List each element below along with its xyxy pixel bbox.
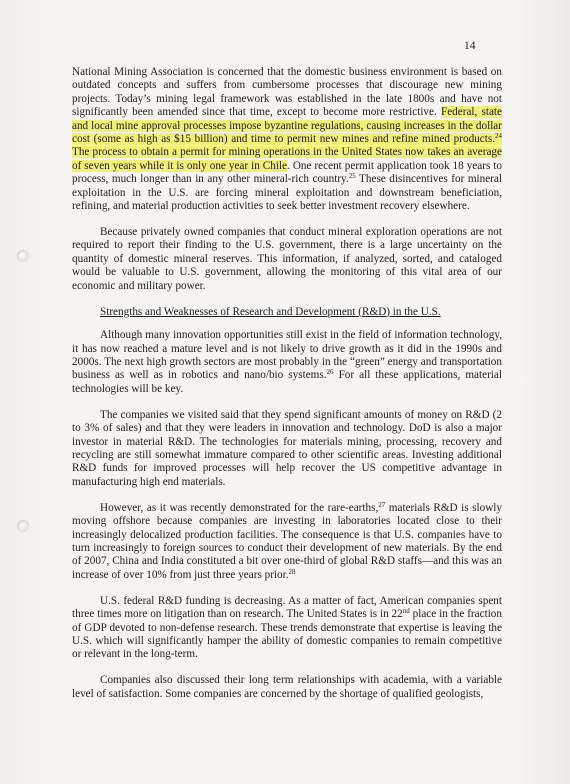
text-span: . One recent permit application took 18 years to process, much longer than in any other mineral-rich country. (72, 159, 502, 186)
paragraph-federal-funding (72, 595, 502, 662)
text-span: Federal, state and local mine approval processes impose byzantine regulations, causing increases in the dollar cost (some as high as $15 billion) and time to permit new mines and refine mined products. (72, 106, 502, 146)
text-span: The process to obtain a permit for mining operations in the United States now takes an average of seven years while it is only one year in Chile (72, 146, 502, 172)
footnote-ref: 24 (495, 132, 502, 141)
footnote-ref: 26 (326, 368, 334, 377)
ordinal-suffix: nd (402, 607, 410, 616)
footnote-ref: 28 (288, 567, 296, 576)
paragraph-offshore (72, 502, 502, 582)
footnote-ref: 25 (348, 172, 356, 181)
section-heading: Strengths and Weaknesses of Research and Development (R&D) in the U.S. (100, 305, 441, 318)
paragraph-innovation (72, 329, 502, 396)
text-span: These disincentives for mineral exploitation in the U.S. are forcing mineral exploitation and downstream beneficiation, refining, and material production activities to seek better investment recovery elsewhere. (72, 173, 503, 213)
footnote-ref: 27 (378, 500, 386, 509)
text-span: For all these applications, material technologies will be key. (72, 369, 502, 395)
text-span: materials R&D is slowly moving offshore because companies are investing in laboratories located close to their increasingly delocalized production facilities. The consequence is that U.S. companies have to turn increasingly to foreign sources to conduct their development of new materials. By the end of 2007, China and India constituted a bit over one-third of global R&D staffs—and this was an increase of over 10% from just three years prior. (72, 501, 502, 581)
text-span: Although many innovation opportunities still exist in the field of information technology, it has now reached a mature level and is not likely to drive growth as it did in the 1990s and 2000s. The next high growth sectors are most probably in the “green” energy and transportation business as well as in robotics and nano/bio systems. (72, 329, 502, 382)
paragraph-company-rd: The companies we visited said that they spend significant amounts of money on R&D (2 to 3% of sales) and that they were leaders in innovation and technology. DoD is also a major investor in material R&D. The technologies for materials mining, processing, recovery and recycling are still somewhat immature compared to other scientific areas. Investing additional R&D funds for improved processes will help recover the US competitive advantage in manufacturing high end materials. (72, 408, 502, 488)
paragraph-reserves: Because privately owned companies that conduct mineral exploration operations are not required to report their finding to the U.S. government, there is a large uncertainty on the quantity of domestic mineral reserves. This information, if analyzed, sorted, and cataloged would be valuable to U.S. government, allowing the monitoring of this vital area of our economic and military power. (72, 226, 502, 292)
punch-hole (17, 520, 29, 532)
paragraph-mining-regulation (72, 66, 502, 213)
text-span: National Mining Association is concerned that the domestic business environment is based on outdated concepts and suffers from cumbersome processes that discourage new mining projects. Today’s mining legal framework was established in the late 1800s and have not significantly been amended since that time, except to become more restrictive. (72, 66, 502, 119)
paragraph-academia: Companies also discussed their long term relationships with academia, with a variable level of satisfaction. Some companies are concerned by the shortage of qualified geologists, (72, 674, 502, 700)
punch-hole (17, 250, 29, 262)
text-span: U.S. federal R&D funding is decreasing. As a matter of fact, American companies spent three times more on litigation than on research. The United States is in 22 (72, 594, 502, 621)
text-span: place in the fraction of GDP devoted to non-defense research. These trends demonstrate that expertise is leaving the U.S. which will significantly hamper the ability of domestic companies to remain competitive or relevant in the long-term. (72, 608, 502, 661)
page-body (72, 66, 502, 714)
page-number: 14 (464, 40, 476, 52)
text-span: However, as it was recently demonstrated for the rare-earths, (100, 501, 379, 514)
